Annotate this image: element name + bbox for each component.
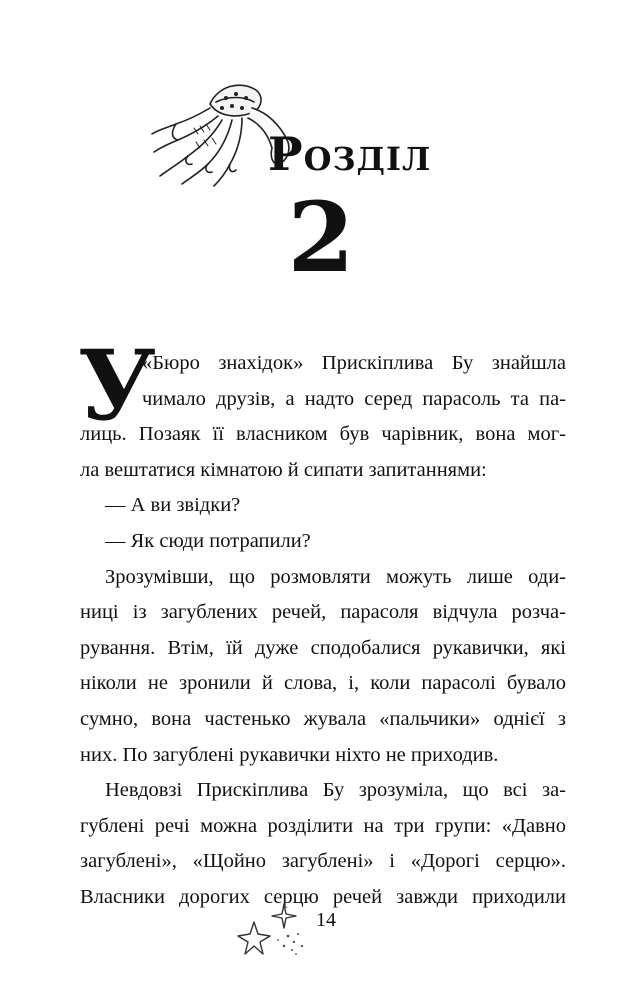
- text-line: ниці із загублених речей, парасоля відчула розча-: [80, 601, 566, 624]
- stars-ornament-icon: [236, 902, 312, 958]
- text-line: ніколи не зронили й слова, і, коли парасолі бувало: [80, 672, 566, 695]
- dialogue-line: — А ви звідки?: [105, 494, 241, 517]
- chapter-number: 2: [287, 181, 355, 294]
- text-line: «Бюро знахідок» Прискіплива Бу знайшла: [142, 352, 566, 374]
- dialogue-line: — Як сюди потрапили?: [105, 529, 311, 552]
- text-line: гублені речі можна розділити на три групи: «Давно: [80, 814, 566, 837]
- chapter-text: [80, 346, 566, 916]
- text-line: них. По загублені рукавички ніхто не приходив.: [80, 743, 499, 766]
- text-line: сумно, вона частенько жувала «пальчики» однієї з: [80, 707, 566, 730]
- text-line: Власники дорогих серцю речей завжди приходили: [80, 885, 566, 908]
- text-line: лиць. Позаяк її власником був чарівник, вона мог-: [80, 423, 566, 446]
- text-line: чимало друзів, а надто серед парасоль та па-: [142, 387, 566, 410]
- text-line: Невдовзі Прискіплива Бу зрозуміла, що всі за-: [105, 779, 566, 802]
- text-line: рування. Втім, їй дуже сподобалися рукавички, які: [80, 636, 566, 659]
- chapter-label: Розділ: [268, 127, 432, 181]
- drop-cap-letter: У: [78, 329, 156, 442]
- text-line: ла вештатися кімнатою й сипати запитаннями:: [80, 458, 487, 481]
- text-line: загублені», «Щойно загублені» і «Дорогі серцю».: [80, 850, 566, 873]
- text-line: Зрозумівши, що розмовляти можуть лише оди-: [105, 565, 566, 588]
- page-number: 14: [316, 909, 336, 931]
